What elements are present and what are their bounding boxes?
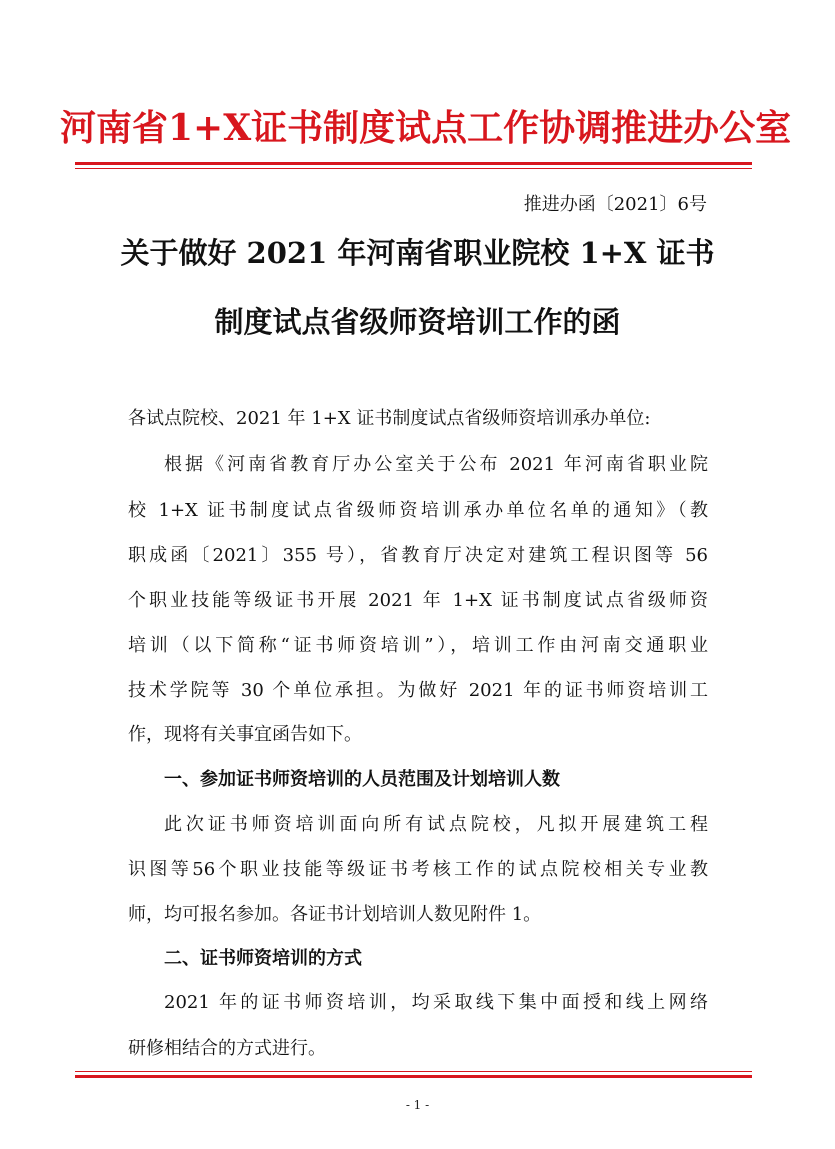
document-number: 推进办函〔2021〕6号	[523, 194, 707, 215]
header-divider-thin	[75, 168, 752, 169]
paragraph-1-line: 根据《河南省教育厅办公室关于公布 2021 年河南省职业院	[164, 454, 708, 475]
paragraph-2-line: 识图等56个职业技能等级证书考核工作的试点院校相关专业教	[128, 859, 708, 880]
paragraph-2-line: 此次证书师资培训面向所有试点院校，凡拟开展建筑工程	[164, 814, 708, 835]
paragraph-3-line: 研修相结合的方式进行。	[128, 1038, 326, 1059]
document-title-line-1: 关于做好 2021 年河南省职业院校 1+X 证书	[120, 236, 715, 270]
paragraph-1-line: 个职业技能等级证书开展 2021 年 1+X 证书制度试点省级师资	[128, 590, 708, 611]
section-1-heading: 一、参加证书师资培训的人员范围及计划培训人数	[164, 769, 560, 790]
paragraph-1-line: 职成函〔2021〕355 号），省教育厅决定对建筑工程识图等 56	[128, 545, 708, 566]
paragraph-2-line: 师，均可报名参加。各证书计划培训人数见附件 1。	[128, 904, 542, 925]
paragraph-1-line: 作，现将有关事宜函告如下。	[128, 724, 362, 745]
paragraph-1-line: 培训（以下简称“证书师资培训”），培训工作由河南交通职业	[128, 635, 708, 656]
issuing-office-header: 河南省1+X证书制度试点工作协调推进办公室	[60, 107, 792, 149]
salutation: 各试点院校、2021 年 1+X 证书制度试点省级师资培训承办单位:	[128, 408, 651, 429]
paragraph-1-line: 技术学院等 30 个单位承担。为做好 2021 年的证书师资培训工	[128, 680, 708, 701]
document-title-line-2: 制度试点省级师资培训工作的函	[214, 305, 621, 339]
footer-divider-thick	[75, 1075, 752, 1078]
page-number: - 1 -	[405, 1098, 430, 1112]
header-divider-thick	[75, 162, 752, 165]
footer-divider-thin	[75, 1071, 752, 1072]
paragraph-1-line: 校 1+X 证书制度试点省级师资培训承办单位名单的通知》（教	[128, 500, 708, 521]
section-2-heading: 二、证书师资培训的方式	[164, 948, 362, 969]
paragraph-3-line: 2021 年的证书师资培训，均采取线下集中面授和线上网络	[164, 992, 708, 1013]
